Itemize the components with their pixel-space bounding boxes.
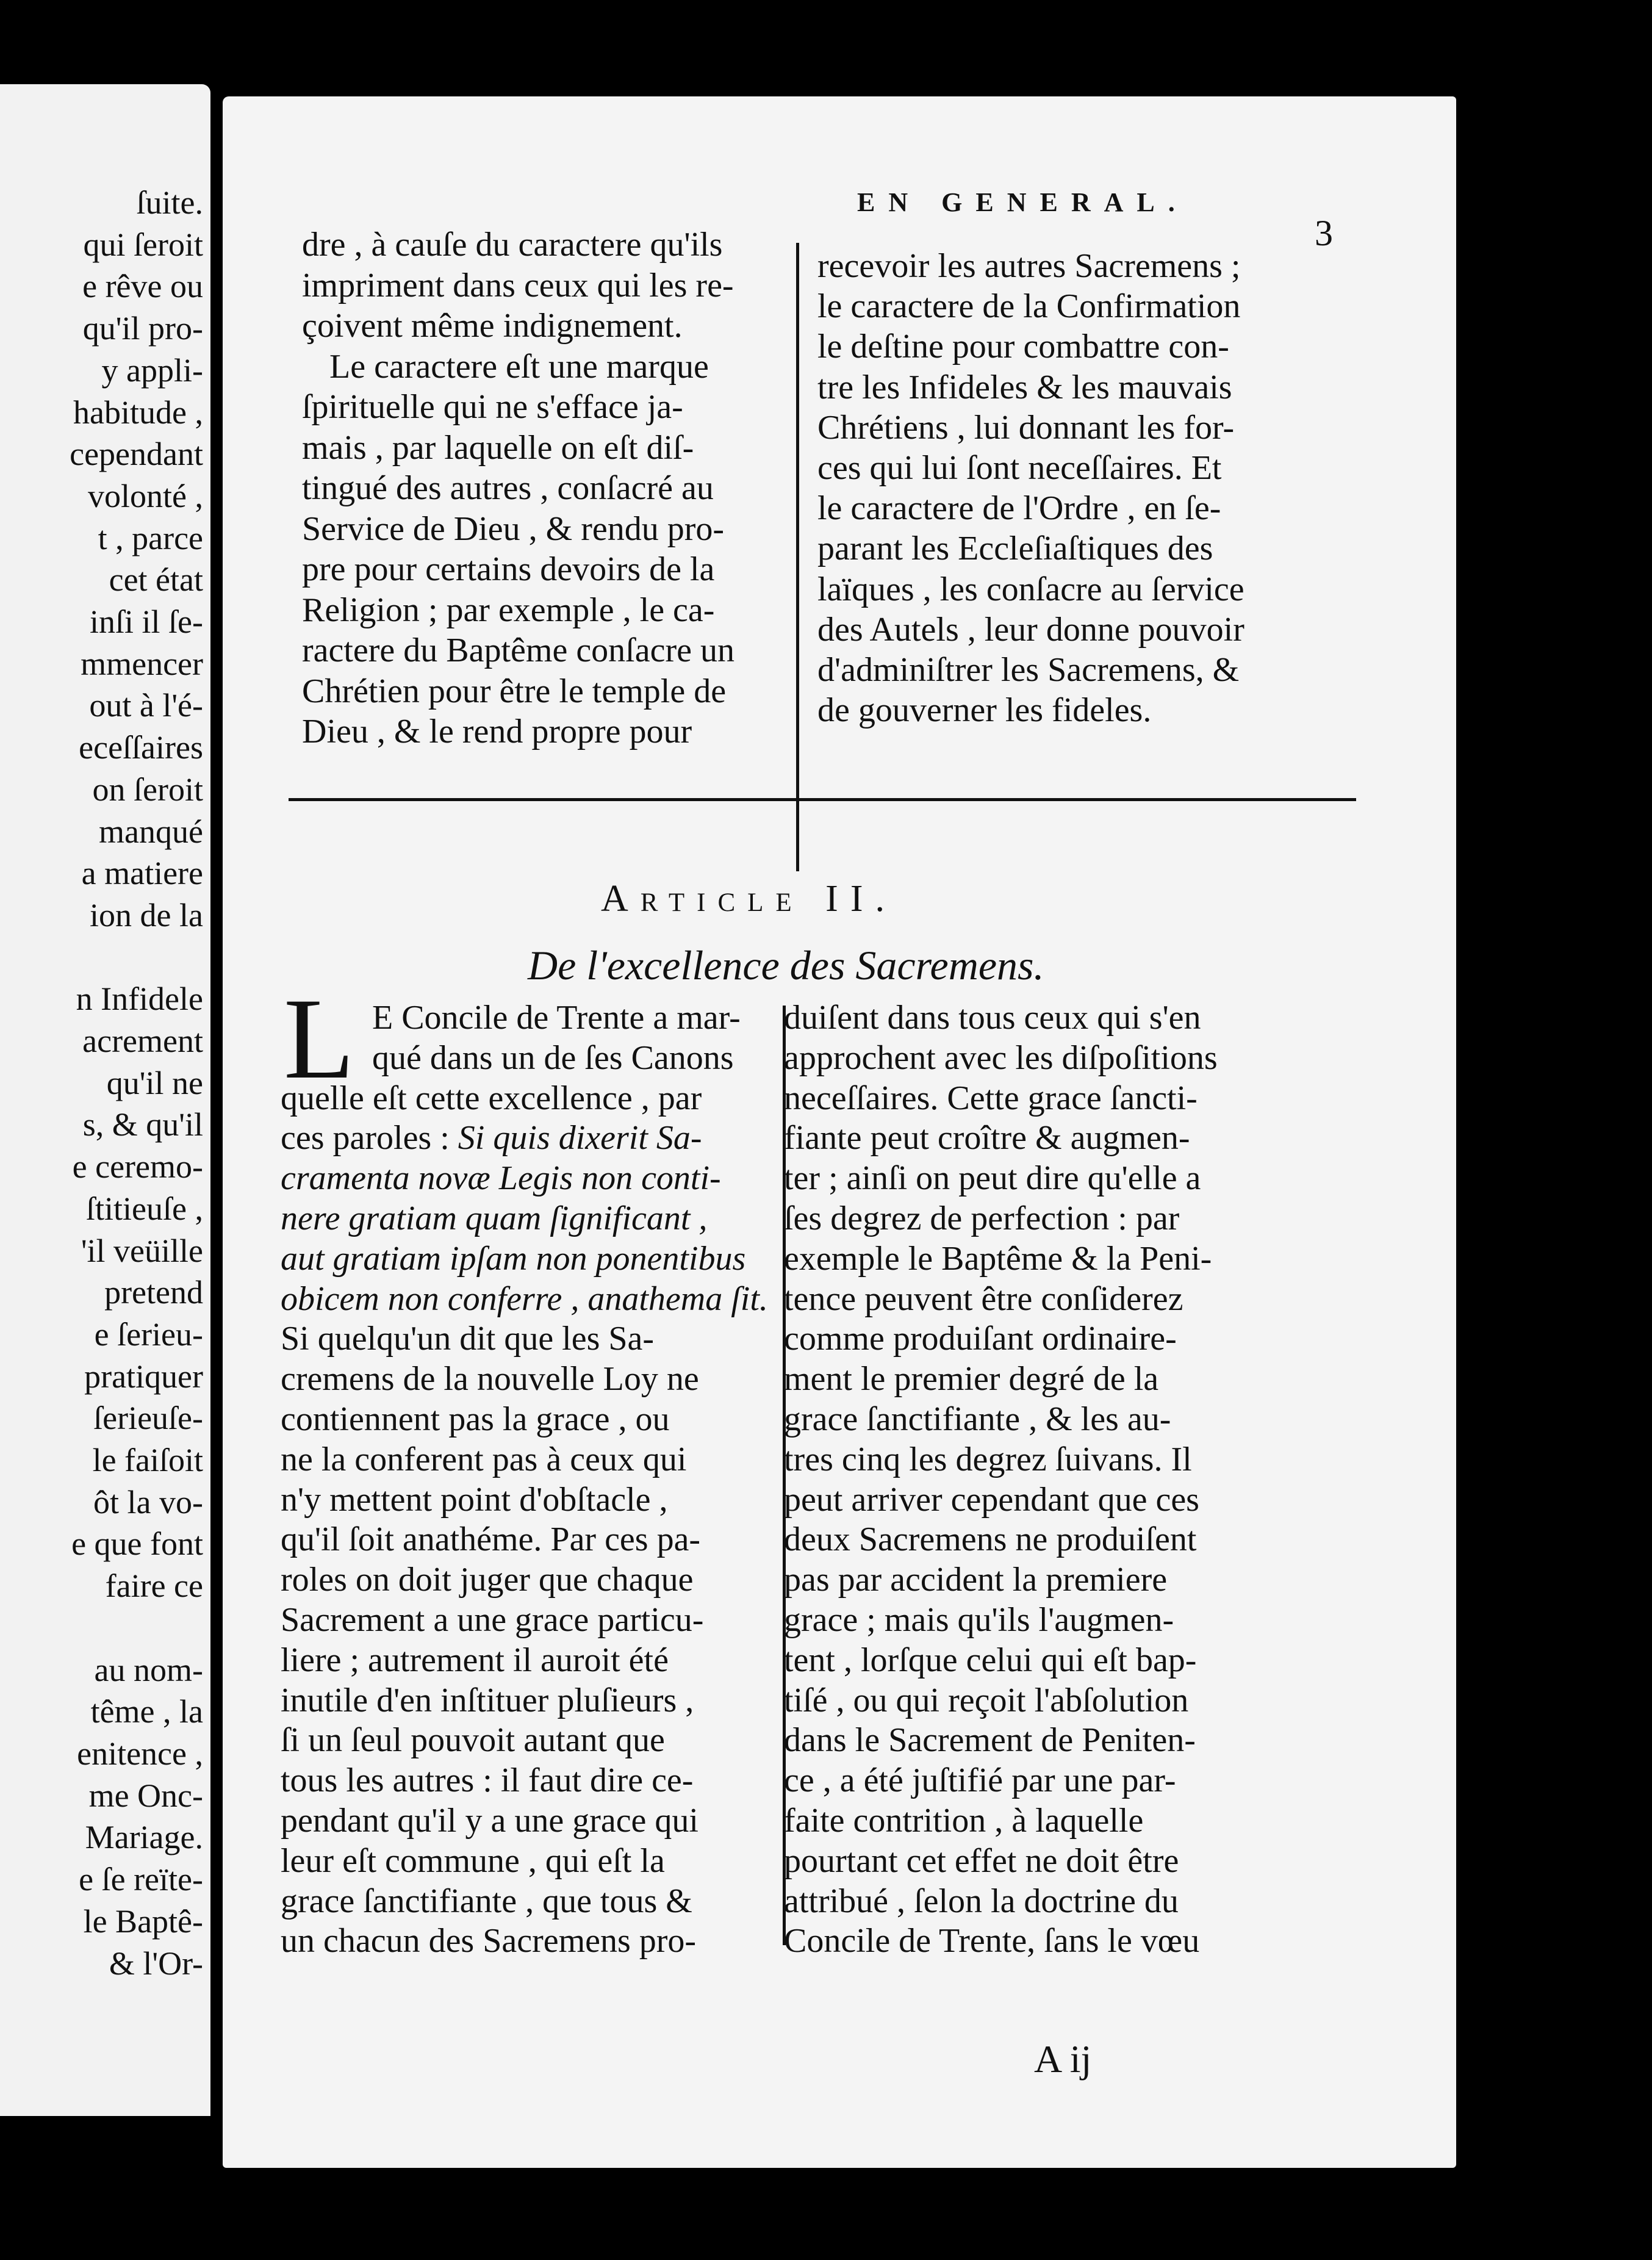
left-page-line: me Onc- [88,1777,203,1814]
text-line [281,1480,768,1520]
text-span: Sacrement a une grace particu- [281,1600,704,1639]
section-rule [289,798,1356,801]
text-span: pendant qu'il y a une grace qui [281,1801,699,1840]
text-line [281,1560,768,1600]
left-page-line: enitence , [77,1735,203,1772]
text-span: ces paroles : [281,1119,458,1157]
text-line [281,1681,768,1721]
left-page-line [70,1607,203,1649]
text-line: tre les Infideles & les mauvais [817,368,1232,406]
text-line: laïques , les conſacre au ſervice [817,570,1244,608]
right-page [223,96,1456,2168]
left-page-line: mmencer [81,645,203,682]
left-page-line: & l'Or- [109,1945,203,1982]
text-line: attribué , ſelon la doctrine du [784,1882,1179,1920]
top-right-column [817,246,1244,730]
text-span: qué dans un de ſes Canons [372,1038,734,1077]
text-span: E Concile de Trente a mar- [372,999,741,1037]
running-head: EN GENERAL. [857,187,1188,217]
text-line: mais , par laquelle on eſt diſ- [302,428,694,467]
left-page-line: volonté , [88,477,203,514]
left-page-line: acrement [82,1023,203,1060]
text-line: Chrétiens , lui donnant les for- [817,408,1235,447]
text-line: approchent avec les diſpoſitions [784,1038,1218,1077]
text-line: tence peuvent être conſiderez [784,1279,1183,1318]
left-page-line: ſuite. [136,184,203,221]
text-line [281,1038,768,1079]
text-line [281,1279,768,1320]
left-page-line [70,937,203,979]
text-line [281,1159,768,1199]
text-line [281,1801,768,1841]
text-line: le deſtine pour combattre con- [817,328,1229,366]
text-line: tiſé , ou qui reçoit l'abſolution [784,1681,1189,1719]
text-line [281,1079,768,1119]
latin-quote: nere gratiam quam ſignificant , [281,1199,708,1237]
text-line [281,1882,768,1922]
text-line: des Autels , leur donne pouvoir [817,610,1244,649]
text-line: parant les Eccleſiaſtiques des [817,530,1213,568]
text-line [281,1118,768,1159]
text-line: ter ; ainſi on peut dire qu'elle a [784,1159,1201,1198]
text-line [281,1641,768,1681]
signature-mark: A ij [1034,2037,1092,2081]
latin-quote: aut gratiam ipſam non ponentibus [281,1239,746,1278]
text-line: exemple le Baptême & la Peni- [784,1239,1212,1278]
text-line [281,998,768,1038]
text-span: ne la conferent pas à ceux qui [281,1440,687,1478]
left-page-line: pretend [104,1274,203,1311]
article-subtitle: De l'excellence des Sacremens. [528,942,1044,988]
column-rule-top [796,243,799,871]
left-page-text [70,182,203,1984]
left-page-line: e ſerieu- [94,1315,203,1353]
text-line: ment le premier degré de la [784,1360,1159,1398]
text-line: peut arriver cependant que ces [784,1480,1199,1519]
text-line: comme produiſant ordinaire- [784,1320,1177,1358]
text-line [281,1600,768,1641]
text-span: qu'il ſoit anathéme. Par ces pa- [281,1520,701,1559]
text-line: faite contrition , à laquelle [784,1801,1144,1840]
latin-quote: Si quis dixerit Sa- [458,1119,702,1157]
text-line: fiante peut croître & augmen- [784,1119,1190,1157]
text-line: recevoir les autres Sacremens ; [817,247,1241,285]
left-page-line: ſerieuſe- [93,1400,203,1437]
text-line: ces qui lui ſont neceſſaires. Et [817,449,1222,488]
text-line: tent , lorſque celui qui eſt bap- [784,1641,1197,1679]
article-heading: Article II. [601,878,897,919]
text-line: Service de Dieu , & rendu pro- [302,509,724,548]
bottom-left-column [281,998,768,1962]
text-line [281,1921,768,1962]
text-line [281,1359,768,1400]
left-page-line: inſi il ſe- [90,603,203,641]
text-line: deux Sacremens ne produiſent [784,1520,1197,1559]
text-line: le caractere de l'Ordre , en ſe- [817,489,1221,528]
left-page-fragment [0,84,210,2116]
left-page-line: qui ſeroit [83,226,203,263]
text-line: pre pour certains devoirs de la [302,550,715,588]
left-page-line: e que font [71,1525,203,1563]
text-span: inutile d'en inſtituer pluſieurs , [281,1681,694,1719]
latin-quote: cramenta novæ Legis non conti- [281,1159,721,1198]
top-left-column [302,225,734,752]
text-span: tous les autres : il faut dire ce- [281,1762,694,1800]
text-line: Chrétien pour être le temple de [302,672,727,710]
text-line [281,1761,768,1801]
text-line: Le caractere eſt une marque [329,347,709,386]
text-span: Si quelqu'un dit que les Sa- [281,1320,655,1358]
text-span: grace ſanctifiante , que tous & [281,1882,692,1920]
left-page-line: out à l'é- [89,687,203,724]
text-span: quelle eſt cette excellence , par [281,1079,702,1117]
text-span: un chacun des Sacremens pro- [281,1922,697,1960]
text-span: leur eſt commune , qui eſt la [281,1841,665,1880]
text-line: Religion ; par exemple , le ca- [302,591,715,629]
text-line: Dieu , & le rend propre pour [302,713,692,750]
left-page-line: le Baptê- [83,1902,203,1940]
text-span: ſi un ſeul pouvoit autant que [281,1721,665,1760]
left-page-line: pratiquer [84,1358,203,1395]
text-span: contiennent pas la grace , ou [281,1400,670,1438]
text-span: liere ; autrement il auroit été [281,1641,669,1679]
left-page-line: 'il veüille [81,1232,203,1269]
left-page-line: ſtitieuſe , [86,1190,203,1227]
text-line: çoivent même indignement. [302,307,683,345]
left-page-line: faire ce [105,1567,203,1605]
text-line [281,1721,768,1761]
text-line: ractere du Baptême conſacre un [302,632,734,669]
page-number: 3 [1315,213,1333,253]
left-page-line: s, & qu'il [82,1106,203,1143]
text-line: grace ſanctifiante , & les au- [784,1400,1171,1438]
text-line [281,1400,768,1440]
left-page-line: manqué [99,813,203,850]
text-line: duiſent dans tous ceux qui s'en [784,999,1201,1037]
text-line [281,1841,768,1882]
left-page-line: e ceremo- [72,1148,203,1186]
text-line: tres cinq les degrez ſuivans. Il [784,1440,1192,1478]
text-line: tingué des autres , conſacré au [302,469,714,507]
left-page-line: au nom- [94,1651,203,1688]
text-line: pourtant cet effet ne doit être [784,1841,1179,1880]
text-line: neceſſaires. Cette grace ſancti- [784,1079,1198,1117]
text-line: dre , à cauſe du caractere qu'ils [302,226,723,264]
left-page-line: cet état [109,561,203,599]
text-line: d'adminiſtrer les Sacremens, & [817,651,1240,689]
left-page-line: n Infidele [76,981,203,1018]
left-page-line: e ſe reïte- [79,1861,203,1898]
text-line: ce , a été juſtifié par une par- [784,1762,1176,1800]
left-page-line: habitude , [73,394,203,431]
left-page-line: a matiere [81,855,203,892]
text-line [281,1199,768,1239]
text-line [281,1440,768,1480]
text-span: cremens de la nouvelle Loy ne [281,1360,699,1398]
text-line: ſes degrez de perfection : par [784,1199,1180,1237]
text-line [281,1520,768,1560]
drop-cap: L [284,975,355,1103]
latin-quote: obicem non conferre , anathema ſit. [281,1279,768,1318]
text-line: de gouverner les fideles. [817,691,1152,730]
left-page-line: ôt la vo- [93,1483,203,1520]
text-line: le caractere de la Confirmation [817,287,1241,326]
text-line: ſpirituelle qui ne s'efface ja- [302,388,683,426]
text-line: dans le Sacrement de Peniten- [784,1721,1196,1760]
text-span: roles on doit juger que chaque [281,1561,694,1599]
text-line [281,1239,768,1279]
text-line [281,1319,768,1359]
text-line: Concile de Trente, ſans le vœu [784,1922,1200,1960]
left-page-line: qu'il ne [106,1064,203,1101]
text-line: impriment dans ceux qui les re- [302,266,734,304]
text-line: pas par accident la premiere [784,1561,1168,1599]
left-page-line: Mariage. [85,1819,203,1856]
left-page-line: eceſſaires [79,729,203,766]
left-page-line: on ſeroit [92,771,203,808]
left-page-line: y appli- [101,351,203,389]
text-span: n'y mettent point d'obſtacle , [281,1480,668,1519]
left-page-line: ion de la [90,896,203,934]
left-page-line: t , parce [98,519,203,556]
left-page-line: le faiſoit [92,1442,203,1479]
left-page-line: cependant [70,436,203,473]
left-page-line: tême , la [90,1693,203,1730]
left-page-line: e rêve ou [82,268,203,305]
bottom-right-column [784,998,1218,1962]
left-page-line: qu'il pro- [82,310,203,347]
text-line: grace ; mais qu'ils l'augmen- [784,1600,1174,1639]
